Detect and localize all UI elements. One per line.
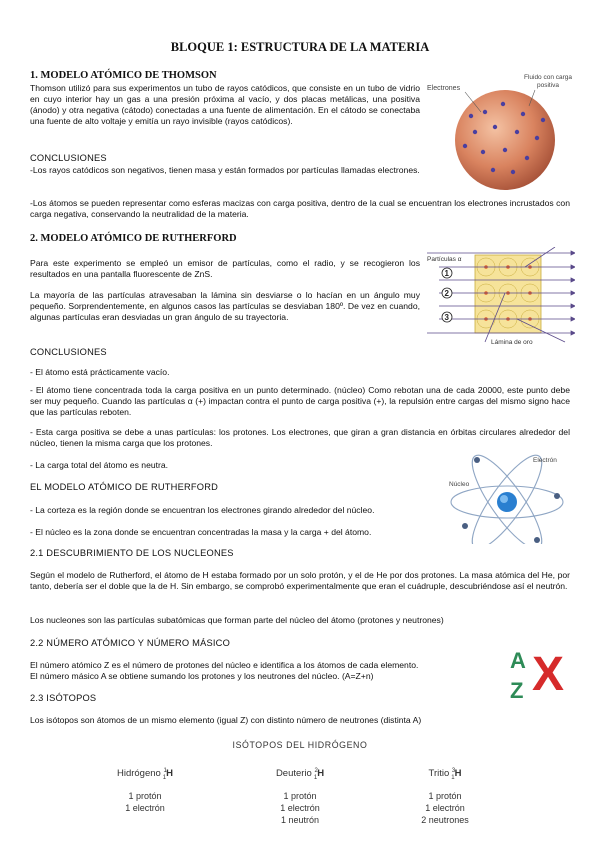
numbers-p2: El número másico A se obtiene sumando los protones y los neutrones del núcleo. (A=Z+n): [30, 671, 374, 681]
foil-gold-label: Lámina de oro: [491, 339, 533, 346]
isotope-mass-number: 2: [314, 768, 318, 774]
page-title: BLOQUE 1: ESTRUCTURA DE LA MATERIA: [170, 40, 430, 54]
thomson-conclusion-2: -Los átomos se pueden representar como esferas macizas con carga positiva, dentro de la cual se encuentran los electrones incrustados con carga negativa, conservando la neutralidad de la materia.: [30, 198, 570, 219]
rutherford-heading: 2. MODELO ATÓMICO DE RUTHERFORD: [30, 233, 237, 244]
isotope-protons: 1 protón: [428, 791, 462, 802]
thomson-fluid-label: Fluido con carga positiva: [523, 74, 573, 89]
nucleons-p2: Los nucleones son las partículas subatómicas que forman parte del núcleo del átomo (protones y neutrones): [30, 615, 444, 625]
isotope-electrons: 1 electrón: [125, 803, 165, 814]
rutherford-p1: Para este experimento se empleó un emisor de partículas, como el radio, y se recogieron los resultados en una pantalla fluorescente de ZnS.: [30, 258, 420, 279]
foil-ray-2: 2: [444, 289, 449, 298]
logo-atomic-letter: Z: [510, 678, 524, 703]
isotope-symbol: H: [166, 768, 174, 780]
thomson-electrons-label: Electrones: [427, 85, 461, 92]
rutherford-conclusion-4: - La carga total del átomo es neutra.: [30, 460, 169, 470]
isotope-atomic-number: 1: [162, 775, 167, 782]
thomson-conclusion-1: -Los rayos catódicos son negativos, tienen masa y están formados por partículas llamadas electrones.: [30, 165, 420, 175]
isotopes-heading: 2.3 ISÓTOPOS: [30, 693, 97, 703]
isotope-atomic-number: 1: [313, 775, 318, 782]
nucleons-p1: Según el modelo de Rutherford, el átomo de H estaba formado por un solo protón, y el de He por dos protones. La masa atómica del He, por tanto, debería ser el doble que la de H. Sin embargo, se comprobó experimentalmente que eran el cuádruple, descubriéndose así el neutrón.: [30, 570, 570, 591]
nucleons-heading: 2.1 DESCUBRIMIENTO DE LOS NUCLEONES: [30, 548, 234, 558]
isotope-tritium: [400, 765, 490, 826]
rutherford-atom-figure: [445, 452, 575, 544]
rutherford-model-label: EL MODELO ATÓMICO DE RUTHERFORD: [30, 482, 219, 492]
isotope-name: Hidrógeno: [116, 768, 161, 780]
isotope-protons: 1 protón: [128, 791, 162, 802]
isotope-mass-number: 1: [163, 768, 167, 774]
atom-electron-label: Electrón: [533, 457, 557, 464]
rutherford-conclusions-label: CONCLUSIONES: [30, 347, 107, 357]
numbers-heading: 2.2 NÚMERO ATÓMICO Y NÚMERO MÁSICO: [30, 638, 230, 648]
isotope-electrons: 1 electrón: [280, 803, 320, 814]
rutherford-conclusion-3: - Esta carga positiva se debe a unas partículas: los protones. Los electrones, que giran a gran distancia en órbitas circulares alrededor del núcleo, tienen la misma carga que los protones.: [30, 427, 570, 448]
isotope-atomic-number: 1: [451, 775, 455, 782]
logo-element-letter: X: [532, 648, 565, 701]
numbers-p1: El número atómico Z es el número de protones del núcleo e identifica a los átomos de cada elemento.: [30, 660, 419, 670]
foil-particles-label: Partículas α: [427, 256, 462, 263]
isotope-deuterium: [255, 765, 345, 826]
rutherford-model-1: - La corteza es la región donde se encuentran los electrones girando alrededor del núcleo.: [30, 505, 375, 515]
foil-ray-1: 1: [444, 269, 449, 278]
isotope-hydrogen: [100, 765, 190, 814]
isotopes-p1: Los isótopos son átomos de un mismo elemento (igual Z) con distinto número de neutrones (distinta A): [30, 715, 422, 725]
isotope-symbol: H: [454, 768, 462, 780]
thomson-intro: Thomson utilizó para sus experimentos un tubo de rayos catódicos, que consiste en un tubo de vidrio en cuyo interior hay un gas a una presión próxima al vacío, y dos placas metálicas, una positiva (ánodo) y otra negativa (cátodo) conectadas a una fuente de alimentación. En el cátodo se conectaba una fuente de alto voltaje y emitía un rayo invisible (rayos catódicos).: [30, 83, 420, 126]
isotope-electrons: 1 electrón: [425, 803, 465, 814]
isotope-name: Deuterio: [275, 768, 312, 780]
thomson-conclusions-label: CONCLUSIONES: [30, 153, 107, 163]
foil-ray-3: 3: [444, 313, 449, 322]
rutherford-conclusion-1: - El átomo está prácticamente vacío.: [30, 367, 170, 377]
logo-mass-letter: A: [510, 648, 526, 673]
rutherford-p2: La mayoría de las partículas atravesaban la lámina sin desviarse o lo hacían en un ángulo muy pequeño. Sorprendentemente, en algunos casos las partículas se desviaban 180º. De vez en cuando, algunas partículas eran desviadas un gran ángulo de su trayectoria.: [30, 290, 420, 322]
isotope-name: Tritio: [428, 768, 450, 780]
rutherford-foil-figure: [425, 247, 575, 347]
thomson-atom-figure: [425, 72, 575, 192]
isotopes-table-title: ISÓTOPOS DEL HIDRÓGENO: [232, 740, 368, 750]
thomson-heading: 1. MODELO ATÓMICO DE THOMSON: [30, 70, 217, 81]
rutherford-conclusion-2: - El átomo tiene concentrada toda la carga positiva en un punto determinado. (núcleo) Como rebotan una de cada 20000, este punto debe ser muy pequeño. Cuando las partículas α (+) impactan contra el punto de carga positiva (+), la repulsión entre cargas del mismo signo hace que las partículas reboten.: [30, 385, 570, 417]
atom-nucleus-label: Núcleo: [449, 481, 470, 488]
rutherford-model-2: - El núcleo es la zona donde se encuentran concentradas la masa y la carga + del átomo.: [30, 527, 372, 537]
isotope-neutrons: 2 neutrones: [421, 815, 469, 826]
isotope-protons: 1 protón: [283, 791, 317, 802]
azx-notation-logo: [508, 646, 572, 706]
isotope-mass-number: 3: [451, 768, 456, 774]
isotope-symbol: H: [317, 768, 325, 780]
isotope-neutrons: 1 neutrón: [280, 815, 320, 826]
